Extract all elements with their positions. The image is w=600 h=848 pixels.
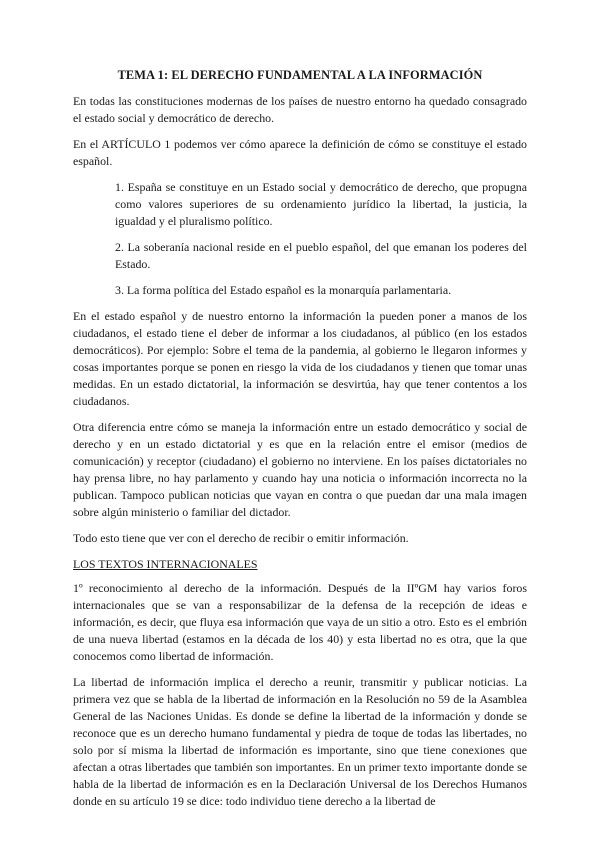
- page-title: TEMA 1: EL DERECHO FUNDAMENTAL A LA INFORMACIÓN: [117, 68, 483, 82]
- state-paragraph: En el estado español y de nuestro entorno la información la pueden poner a manos de los ciudadanos, el estado tiene el deber de informar a los ciudadanos, al público (en los estados democráticos). Por ejemplo: Sobre el tema de la pandemia, al gobierno le llegaron informes y cosas importantes porque se ponen en riesgo la vida de los ciudadanos y tienen que tomar unas medidas. En un estado dictatorial, la información se desvirtúa, hay que tener contentos a los ciudadanos.: [73, 309, 527, 408]
- article-item: 3. La forma política del Estado español es la monarquía parlamentaria.: [115, 283, 452, 297]
- article-intro-paragraph: En el ARTÍCULO 1 podemos ver cómo aparece la definición de cómo se constituye el estado español.: [73, 137, 527, 168]
- intro-paragraph: En todas las constituciones modernas de los países de nuestro entorno ha quedado consagrado el estado social y democrático de derecho.: [73, 94, 527, 125]
- article-item: 1. España se constituye en un Estado social y democrático de derecho, que propugna como valores superiores de su ordenamiento jurídico la libertad, la justicia, la igualdad y el pluralismo político.: [115, 180, 527, 228]
- article-item: 2. La soberanía nacional reside en el pueblo español, del que emanan los poderes del Estado.: [115, 240, 527, 271]
- freedom-paragraph: La libertad de información implica el derecho a reunir, transmitir y publicar noticias. La primera vez que se habla de la libertad de información en la Resolución no 59 de la Asamblea General de las Naciones Unidas. Es donde se define la libertad de la información y donde se reconoce que es un derecho humano fundamental y piedra de toque de todas las libertades, no solo por sí misma la libertad de información es importante, sino que tiene conexiones que afectan a otras libertades que también son importantes. En un primer texto importante donde se habla de la libertad de información es en la Declaración Universal de los Derechos Humanos donde en su artículo 19 se dice: todo individuo tiene derecho a la libertad de: [73, 675, 527, 808]
- right-paragraph: Todo esto tiene que ver con el derecho de recibir o emitir información.: [73, 531, 409, 545]
- recognition-paragraph: 1º reconocimiento al derecho de la información. Después de la IIºGM hay varios foros internacionales que se van a responsabilizar de la defensa de la recepción de ideas e información, es decir, que fluya esa información que vaya de un sitio a otro. Esto es el embrión de una nueva libertad (estamos en la década de los 40) y esta libertad no es otra, que la que conocemos como libertad de información.: [73, 581, 527, 663]
- section-heading: LOS TEXTOS INTERNACIONALES: [73, 557, 258, 571]
- article-list: [73, 179, 527, 299]
- difference-paragraph: Otra diferencia entre cómo se maneja la información entre un estado democrático y social de derecho y en un estado dictatorial y es que en la relación entre el emisor (medios de comunicación) y receptor (ciudadano) el gobierno no interviene. En los países dictatoriales no hay prensa libre, no hay parlamento y cuando hay una noticia o información incorrecta no la publican. Tampoco publican noticias que vayan en contra o que puedan dar una mala imagen sobre algún ministerio o familiar del dictador.: [73, 420, 527, 519]
